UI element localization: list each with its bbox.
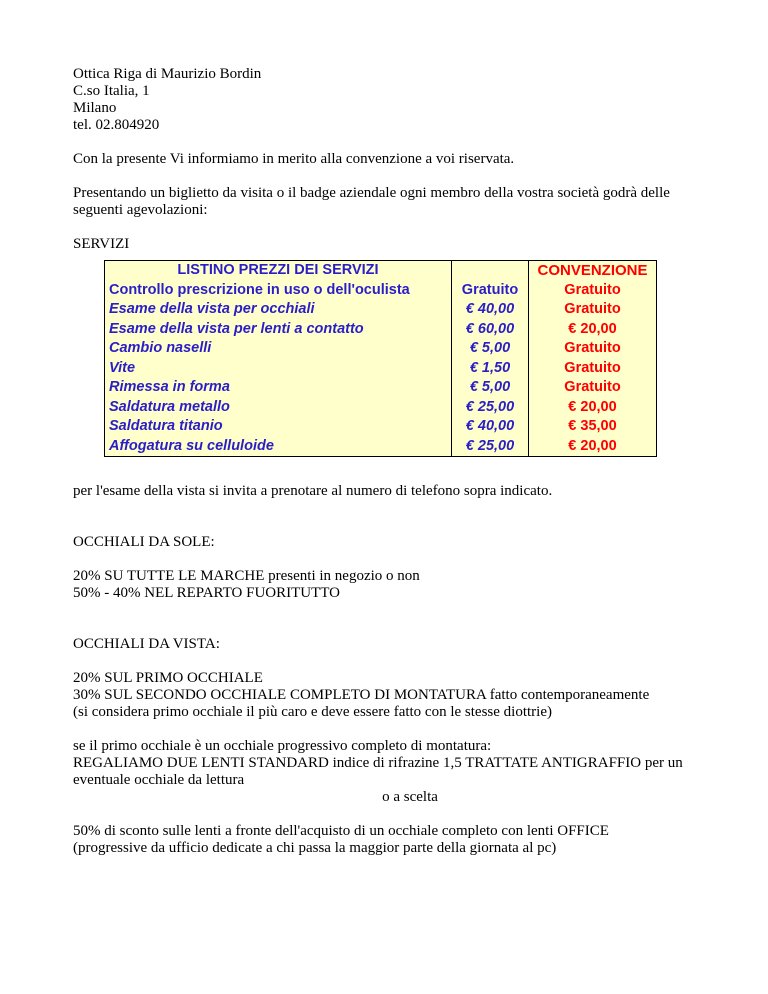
services-column-header: LISTINO PREZZI DEI SERVIZI [177,262,379,278]
service-name: Affogatura su celluloide [109,437,274,454]
service-name: Esame della vista per lenti a contatto [109,320,364,337]
service-name: Rimessa in forma [109,379,230,395]
price-table [104,260,657,457]
price-column [452,261,529,457]
vision-line-7: 50% di sconto sulle lenti a fronte dell'acquisto di un occhiale completo con lenti OFFICE [73,823,609,839]
convention-price: € 20,00 [568,320,617,337]
vision-line-3: (si considera primo occhiale il più caro e deve essere fatto con le stesse diottrie) [73,704,552,720]
document-page [73,66,713,857]
service-name: Vite [109,359,136,376]
intro-text-2: Presentando un biglietto da visita o il badge aziendale ogni membro della vostra società godrà delle seguenti agevolazioni: [73,185,670,218]
vision-line-1: 20% SUL PRIMO OCCHIALE [73,670,263,686]
vision-line-6: o a scelta [382,789,438,805]
convention-price: € 20,00 [568,398,617,415]
service-price: € 40,00 [465,301,515,317]
convention-price: € 35,00 [568,418,617,434]
convention-price: Gratuito [564,340,621,356]
service-price: € 25,00 [465,437,515,454]
intro-text: Con la presente Vi informiamo in merito alla convenzione a voi riservata. [73,151,515,167]
sun-heading: OCCHIALI DA SOLE: [73,534,215,550]
service-price: € 60,00 [465,320,515,337]
shop-city: Milano [73,100,117,116]
shop-address: C.so Italia, 1 [73,83,150,99]
service-name: Saldatura metallo [109,398,230,415]
shop-phone: tel. 02.804920 [73,117,160,133]
price-column-header [456,261,524,281]
service-price: € 5,00 [469,379,511,395]
service-price: € 5,00 [469,340,511,356]
vision-line-5: REGALIAMO DUE LENTI STANDARD indice di rifrazine 1,5 TRATTATE ANTIGRAFFIO per un eventuale occhiale da lettura [73,755,683,788]
convention-price: Gratuito [564,301,621,317]
sun-line-1: 20% SU TUTTE LE MARCHE presenti in negozio o non [73,568,420,584]
convention-column [529,261,657,457]
service-name: Esame della vista per occhiali [109,301,315,317]
service-price: € 25,00 [465,398,515,415]
vision-heading: OCCHIALI DA VISTA: [73,636,220,652]
vision-line-2: 30% SUL SECONDO OCCHIALE COMPLETO DI MONTATURA fatto contemporaneamente [73,687,650,703]
service-price: € 1,50 [469,359,511,376]
services-heading: SERVIZI [73,236,130,252]
service-price: € 40,00 [465,418,515,434]
convention-price: € 20,00 [568,437,617,454]
convention-price: Gratuito [564,379,621,395]
sun-line-2: 50% - 40% NEL REPARTO FUORITUTTO [73,585,341,601]
convention-price: Gratuito [564,359,621,376]
services-column [105,261,452,457]
convention-price: Gratuito [564,281,621,298]
vision-line-8: (progressive da ufficio dedicate a chi passa la maggior parte della giornata al pc) [73,840,557,856]
shop-name: Ottica Riga di Maurizio Bordin [73,66,262,82]
convention-column-header: CONVENZIONE [537,262,648,279]
vision-line-4: se il primo occhiale è un occhiale progressivo completo di montatura: [73,738,492,754]
service-name: Cambio naselli [109,340,212,356]
booking-note: per l'esame della vista si invita a prenotare al numero di telefono sopra indicato. [73,483,553,499]
service-price: Gratuito [461,281,519,298]
service-name: Controllo prescrizione in uso o dell'oculista [109,281,410,298]
service-name: Saldatura titanio [109,418,223,434]
